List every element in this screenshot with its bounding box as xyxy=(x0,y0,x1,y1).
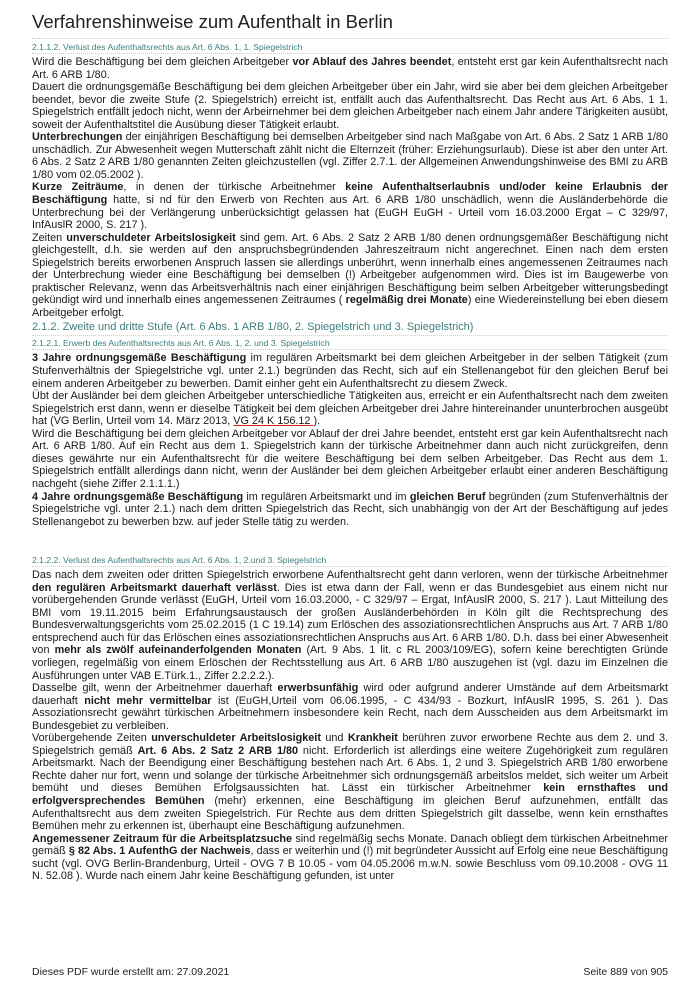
heading-divider xyxy=(32,566,668,567)
paragraph: 3 Jahre ordnungsgemäße Beschäftigung im regulären Arbeitsmarkt bei dem gleichen Arbeitgeber in der selben Tätigkeit (zum Stufenverhältnis der Spiegelstriche vgl. unter 2.1.) begründen das Recht, sich auf ein Stellenangebot für den gleichen Beruf bei einem anderen Arbeitgeber zu bewerben. Damit einher geht ein Aufenthaltsrecht zu diesem Zweck. xyxy=(32,352,669,390)
paragraph: Unterbrechungen der einjährigen Beschäftigung bei demselben Arbeitgeber sind nach Maßgabe von Art. 6 Abs. 2 Satz 1 ARB 1/80 unschädlich. Zur Abwesenheit wegen Mutterschaft zählt nicht die Elternzeit (früher: Erziehungsurlaub). Diese ist aber den unter Art. 6 Abs. 2 Satz 2 ARB 1/80 genannten Zeiten gleichzustellen (vgl. Ziffer 2.7.1. der Allgemeinen Anwendungshinweise des BMI zu ARB 1/80 vom 02.05.2002 ). xyxy=(32,131,668,181)
heading-divider xyxy=(32,53,668,54)
subsection-heading: 2.1.2.1. Erwerb des Aufenthaltsrechts aus Art. 6 Abs. 1, 2. und 3. Spiegelstrich xyxy=(32,338,330,349)
paragraph: Wird die Beschäftigung bei dem gleichen Arbeitgeber vor Ablauf des Jahres beendet, entsteht erst gar kein Aufenthaltsrecht nach Art. 6 ARB 1/80. xyxy=(32,56,669,81)
title-divider xyxy=(32,38,668,39)
section-2-1-1-2 xyxy=(32,42,668,319)
paragraph: Dasselbe gilt, wenn der Arbeitnehmer dauerhaft erwerbsunfähig wird oder aufgrund anderer Umstände auf dem Arbeitsmarkt dauerhaft nicht mehr vermittelbar ist (EuGH,Urteil vom 06.06.1995, - C 434/93 - Bozkurt, InfAuslR 1995, S. 261 ). Das Assoziationsrecht gewährt türkischen Arbeitnehmern insbesondere kein Recht, nach dem Ausscheiden aus dem Arbeitsmarkt im Bundesgebiet zu verbleiben. xyxy=(32,682,668,732)
paragraph: Zeiten unverschuldeter Arbeitslosigkeit sind gem. Art. 6 Abs. 2 Satz 2 ARB 1/80 denen ordnungsgemäßer Beschäftigung nicht gleichgestellt, d.h. sie werden auf den anspruchsbegründenden Jahreszeitraum nicht angerechnet. Einen nach dem ersten Spiegelstrich bereits erworbenen Anspruch lassen sie allerdings unberührt, wenn innerhalb eines angemessenen Zeitraumes nach der Unterbrechung wieder eine Beschäftigung bei demselben (!) Arbeitgeber aufgenommen wird. Dies ist im Baugewerbe von praktischer Relevanz, wenn das Arbeitsverhältnis nach einer einjährigen Beschäftigung beim selben Arbeitgeber witterungsbedingt gekündigt wird und innerhalb eines angemessenen Zeitraumes ( regelmäßig drei Monate) eine Wiedereinstellung bei eben diesem Arbeitgeber erfolgt. xyxy=(32,231,668,319)
paragraph: Das nach dem zweiten oder dritten Spiegelstrich erworbene Aufenthaltsrecht geht dann verloren, wenn der türkische Arbeitnehmer den regulären Arbeitsmarkt dauerhaft verlässt. Dies ist etwa dann der Fall, wenn er das Bundesgebiet aus einem nicht nur vorübergehenden Grunde verlässt (EuGH, Urteil vom 16.03.2000, - C 329/97 – Ergat, InfAuslR 2000, S. 217 ). Laut Mitteilung des BMI vom 19.11.2015 beim Erfahrungsaustausch der großen Ausländerbehörden in Köln gilt die Rechtsprechung des Bundesverwaltungsgerichts vom 25.02.2015 (1 C 19.14) zum Erlöschen des assoziationsrechtlichen Anspruchs aus Art. 7 ARB 1/80 entsprechend auch für das Erlöschen eines assoziationsrechtlichen Anspruchs aus Art. 6 ARB 1/80. D.h. dass bei einer Abwesenheit von mehr als zwölf aufeinanderfolgenden Monaten (Art. 9 Abs. 1 lit. c RL 2003/109/EG), sofern keine berechtigten Gründe vorliegen, regelmäßig von einem Erlöschen der Rechtsstellung aus Art. 6 ARB 1/80 auszugehen ist (vgl. dazu im Einzelnen die Ausführungen unter VAB E.Türk.1., Ziffer 2.2.2.2.). xyxy=(32,569,669,682)
document-title: Verfahrenshinweise zum Aufenthalt in Berlin xyxy=(32,11,393,32)
heading-divider xyxy=(32,349,668,350)
section-heading: 2.1.2. Zweite und dritte Stufe (Art. 6 Abs. 1 ARB 1/80, 2. Spiegelstrich und 3. Spiegelstrich) xyxy=(32,321,474,334)
paragraph: Übt der Ausländer bei dem gleichen Arbeitgeber unterschiedliche Tätigkeiten aus, erreicht er ein Aufenthaltsrecht nach dem zweiten Spiegelstrich erst dann, wenn er dieselbe Tätigkeit bei dem gleichen Arbeitgeber drei Jahre hintereinander ununterbrochen ausgeübt hat (VG Berlin, Urteil vom 14. März 2013, VG 24 K 156.12 ). xyxy=(32,390,668,428)
page-footer xyxy=(32,966,668,978)
footer-created-date: Dieses PDF wurde erstellt am: 27.09.2021 xyxy=(32,966,230,978)
spacer xyxy=(32,528,668,555)
paragraph: Kurze Zeiträume, in denen der türkische Arbeitnehmer keine Aufenthaltserlaubnis und/oder keine Erlaubnis der Beschäftigung hatte, si nd für den Erwerb von Rechten aus Art. 6 ARB 1/80 unschädlich, wenn die Ausländerbehörde die Unterbrechung bei der Verlängerung unberücksichtigt gelassen hat (EuGH EuGH - Urteil vom 16.03.2000 Ergat – C 329/97, InfAuslR 2000, S. 217 ). xyxy=(32,181,668,232)
heading-divider xyxy=(32,335,668,336)
section-heading: 2.1.1.2. Verlust des Aufenthaltsrechts aus Art. 6 Abs. 1, 1. Spiegelstrich xyxy=(32,42,303,52)
section-2-1-2-2 xyxy=(32,555,668,883)
paragraph: Wird die Beschäftigung bei dem gleichen Arbeitgeber vor Ablauf der drei Jahre beendet, entsteht erst gar kein Aufenthaltsrecht nach Art. 6 ARB 1/80. Auf ein Recht aus dem 1. Spiegelstrich kann der türkische Arbeitnehmer dann auch nicht zurückgreifen, denn dieses gewährte nur ein Aufenthaltsrecht für die weitere Beschäftigung bei dem selben Arbeitgeber. Das Recht aus dem 1. Spiegelstrich entfällt allerdings dann nicht, wenn der Ausländer bei dem gleichen Arbeitgeber erlaubt einer anderen Beschäftigung nachgeht (siehe Ziffer 2.1.1.1.) xyxy=(32,427,668,490)
paragraph: Dauert die ordnungsgemäße Beschäftigung bei dem gleichen Arbeitgeber über ein Jahr, wird sie aber bei dem gleichen Arbeitgeber beendet, bevor die zweite Stufe (2. Spiegelstrich) erreicht ist, entfällt auch das Aufenthaltsrecht. Das Recht aus Art. 6 Abs. 1 1. Spiegelstrich entfällt jedoch nicht, wenn der Arbeirnehmer bei dem gleichen Arbeitgeber nach einem Jahr andere Tärigkeiten ausübt, soweit der Aufenthaltstitel die Ausübung dieser Tätigkeit erlaubt. xyxy=(32,81,668,131)
paragraph: 4 Jahre ordnungsgemäße Beschäftigung im regulären Arbeitsmarkt und im gleichen Beruf begründen (zum Stufenverhältnis der Spiegelstriche vgl. unter 2.1.) nach dem dritten Spiegelstrich das Recht, sich unabhängig von der Art der Beschäftigung auf jedes Stellenangebot zu bewerben bzw. auf jeder Stelle tätig zu werden. xyxy=(32,490,668,528)
section-heading: 2.1.2.2. Verlust des Aufenthaltsrechts aus Art. 6 Abs. 1, 2.und 3. Spiegelstrich xyxy=(32,555,327,566)
paragraph: Angemessener Zeitraum für die Arbeitsplatzsuche sind regelmäßig sechs Monate. Danach obliegt dem türkischen Arbeitnehmer gemäß § 82 Abs. 1 AufenthG der Nachweis, dass er weiterhin und (!) mit begründeter Aussicht auf Erfolg eine neue Beschäftigung sucht (vgl. OVG Berlin-Brandenburg, Urteil - OVG 7 B 10.05 - vom 04.05.2006 m.w.N. sowie Beschluss vom 09.10.2008 - OVG 11 N. 52.08 ). Wurde nach einem Jahr keine Beschäftigung gefunden, ist unter xyxy=(32,832,668,883)
paragraph: Vorübergehende Zeiten unverschuldeter Arbeitslosigkeit und Krankheit berühren zuvor erworbene Rechte aus dem 2. und 3. Spiegelstrich gemäß Art. 6 Abs. 2 Satz 2 ARB 1/80 nicht. Erforderlich ist allerdings eine weitere Zugehörigkeit zum regulären Arbeitsmarkt. Nach der Beendigung einer Beschäftigung bestehen nach Art. 6 Abs. 1, 2 und 3. Spiegelstrich ARB 1/80 erworbene Rechte daher nur fort, wenn und solange der türkische Arbeitnehmer sich ordnungsgemäß arbeitslos meldet, sich weiter um Arbeit bemüht und dieses Bemühen Erfolgsaussichten hat. Lässt ein türkischer Arbeitnehmer kein ernsthaftes und erfolgversprechendes Bemühen (mehr) erkennen, eine Beschäftigung im gleichen Beruf aufzunehmen, entfällt das Aufenthaltsrecht aus dem zweiten Spiegelstrich. Für Rechte aus dem dritten Spiegelstrich gilt dasselbe, wenn kein ernsthaftes Bemühen mehr zu erkennen ist, überhaupt eine Beschäftigung aufzunehmen. xyxy=(32,732,669,833)
section-2-1-2 xyxy=(32,320,668,528)
footer-page-number: Seite 889 von 905 xyxy=(583,966,668,978)
case-reference: VG 24 K 156.12 xyxy=(233,415,314,428)
